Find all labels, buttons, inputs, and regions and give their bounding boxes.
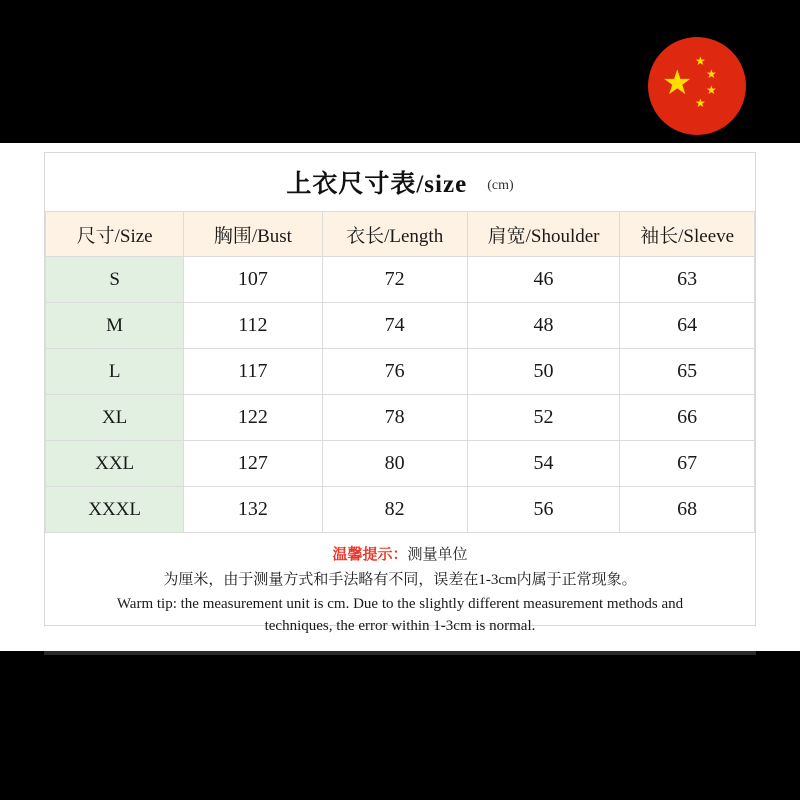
cell-length: 78: [322, 395, 467, 441]
cell-bust: 117: [184, 349, 322, 395]
flag-small-star-2-icon: ★: [706, 67, 717, 81]
tip-unit-label: 测量单位: [407, 547, 468, 563]
page-title: [45, 153, 755, 211]
column-header-length: 衣长/Length: [322, 212, 467, 257]
flag-small-star-4-icon: ★: [695, 96, 706, 110]
cell-bust: 122: [184, 395, 322, 441]
title-unit: (cm): [487, 178, 514, 193]
table-row: [46, 441, 755, 487]
tip-line-1: [63, 543, 737, 564]
cell-shoulder: 50: [467, 349, 619, 395]
cell-shoulder: 56: [467, 487, 619, 533]
cell-bust: 112: [184, 303, 322, 349]
cell-sleeve: 64: [620, 303, 755, 349]
cell-shoulder: 54: [467, 441, 619, 487]
tip-block: [45, 533, 755, 638]
cell-length: 74: [322, 303, 467, 349]
cell-sleeve: 68: [620, 487, 755, 533]
cell-shoulder: 48: [467, 303, 619, 349]
column-header-sleeve: 袖长/Sleeve: [620, 212, 755, 257]
table-row: [46, 487, 755, 533]
tip-english-line-1: Warm tip: the measurement unit is cm. Due to the slightly different measurement methods and: [116, 596, 684, 612]
cell-shoulder: 52: [467, 395, 619, 441]
cell-sleeve: 63: [620, 257, 755, 303]
title-text: 上衣尺寸表/size: [286, 171, 468, 198]
tip-headline: 温馨提示：: [332, 547, 408, 563]
flag-big-star-icon: ★: [662, 65, 693, 102]
cell-sleeve: 66: [620, 395, 755, 441]
table-row: [46, 349, 755, 395]
size-chart-card: [44, 152, 756, 634]
column-header-size: 尺寸/Size: [46, 212, 184, 257]
table-header-row: [46, 212, 755, 257]
cell-size: XXL: [46, 441, 184, 487]
cell-size: M: [46, 303, 184, 349]
tip-line-2: 为厘米，由于测量方式和手法略有不同，误差在1-3cm内属于正常现象。: [163, 572, 637, 588]
bottom-edge-sliver: [44, 651, 756, 655]
column-header-bust: 胸围/Bust: [184, 212, 322, 257]
cell-length: 76: [322, 349, 467, 395]
cell-length: 82: [322, 487, 467, 533]
cell-bust: 132: [184, 487, 322, 533]
table-row: [46, 257, 755, 303]
china-flag-badge: [648, 37, 746, 135]
flag-small-star-3-icon: ★: [706, 83, 717, 97]
cell-sleeve: 67: [620, 441, 755, 487]
cell-length: 72: [322, 257, 467, 303]
cell-size: S: [46, 257, 184, 303]
cell-shoulder: 46: [467, 257, 619, 303]
table-row: [46, 303, 755, 349]
cell-size: XXXL: [46, 487, 184, 533]
tip-english: [63, 594, 737, 638]
tip-english-line-2: techniques, the error within 1-3cm is normal.: [264, 617, 536, 634]
cell-bust: 107: [184, 257, 322, 303]
size-table: [45, 211, 755, 533]
cell-size: L: [46, 349, 184, 395]
cell-sleeve: 65: [620, 349, 755, 395]
table-row: [46, 395, 755, 441]
cell-length: 80: [322, 441, 467, 487]
flag-small-star-1-icon: ★: [695, 54, 706, 68]
column-header-shoulder: 肩宽/Shoulder: [467, 212, 619, 257]
cell-size: XL: [46, 395, 184, 441]
cell-bust: 127: [184, 441, 322, 487]
